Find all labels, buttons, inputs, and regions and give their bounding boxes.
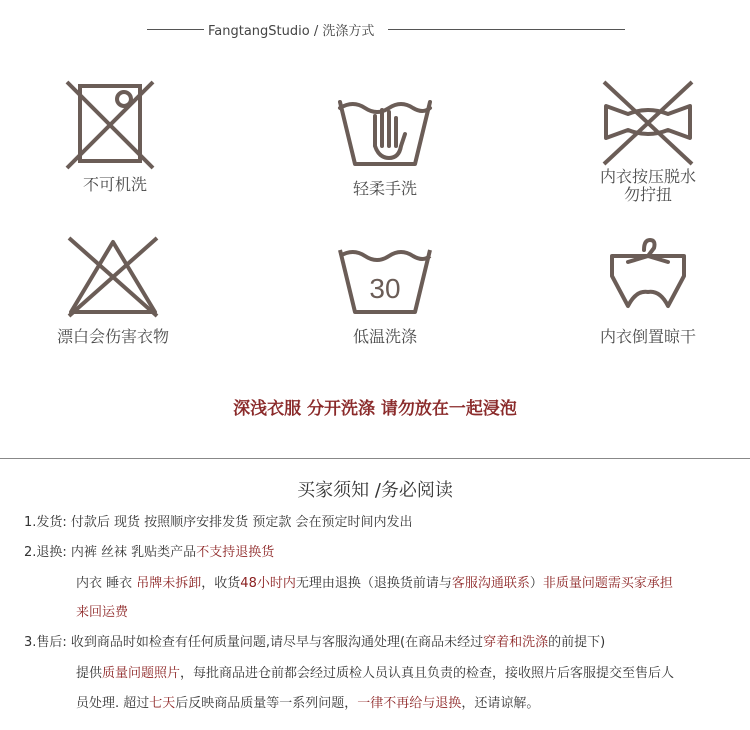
rule-text: 内衣 睡衣 — [76, 576, 137, 591]
rule-text: 无理由退换（退换货前请与 — [295, 576, 452, 591]
rule-text: ，还请谅解。 — [461, 696, 540, 711]
care-label: 低温洗涤 — [352, 327, 417, 346]
no-bleach-icon — [63, 234, 163, 318]
notice-title: 买家须知 /务必阅读 — [297, 480, 453, 501]
care-item-no-bleach — [18, 234, 208, 346]
care-item-wash-30 — [290, 244, 480, 346]
hang-dry-icon — [598, 236, 698, 318]
care-label-line2: 勿拧扭 — [623, 185, 672, 204]
care-item-hang-dry — [553, 236, 743, 346]
rule-highlight: 客服沟通联系 — [451, 576, 530, 591]
wash-30-icon — [335, 244, 435, 316]
rule-text: 3.售后: 收到商品时如检查有任何质量问题,请尽早与客服沟通处理(在商品未经过 — [24, 635, 484, 650]
rule-after-sales-deadline — [76, 696, 539, 712]
care-item-hand-wash — [290, 96, 480, 198]
header-title: FangtangStudio / 洗涤方式 — [208, 24, 375, 39]
rule-returns — [24, 545, 274, 561]
care-item-no-wring — [553, 78, 743, 204]
wash-temperature: 30 — [369, 273, 401, 304]
rule-highlight: 七天 — [149, 696, 176, 711]
rule-highlight: 48小时内 — [240, 576, 296, 591]
rule-text: 的前提下) — [548, 635, 606, 650]
rule-after-sales-photos — [76, 666, 674, 682]
rule-text: ） — [529, 576, 543, 591]
header-line-left — [147, 29, 204, 30]
rule-shipping: 1.发货: 付款后 现货 按照顺序安排发货 预定款 会在预定时间内发出 — [24, 515, 413, 530]
rule-highlight: 不支持退换货 — [196, 545, 275, 560]
rule-text: ，每批商品进仓前都会经过质检人员认真且负责的检查，接收照片后客服提交至售后人 — [180, 666, 675, 681]
section-divider — [0, 458, 750, 459]
rule-highlight: 质量问题照片 — [102, 666, 181, 681]
care-item-no-machine-wash — [20, 80, 210, 194]
rule-highlight: 吊牌未拆卸 — [136, 576, 202, 591]
wash-slogan: 深浅衣服 分开洗涤 请勿放在一起浸泡 — [233, 399, 517, 419]
care-label: 内衣按压脱水 — [599, 167, 696, 186]
rule-highlight: 一律不再给与退换 — [357, 696, 462, 711]
rule-highlight: 穿着和洗涤 — [483, 635, 549, 650]
header-line-right — [388, 29, 625, 30]
care-label: 内衣倒置晾干 — [599, 327, 696, 346]
care-label: 漂白会伤害衣物 — [56, 327, 169, 346]
rule-text: 提供 — [76, 666, 103, 681]
no-wring-icon — [598, 78, 698, 166]
section-header — [0, 20, 750, 40]
hand-wash-icon — [335, 96, 435, 168]
rule-returns-detail — [76, 576, 673, 592]
rule-after-sales — [24, 635, 605, 651]
rule-text: ，收货 — [201, 576, 241, 591]
care-label: 轻柔手洗 — [352, 179, 417, 198]
rule-highlight: 非质量问题需买家承担 — [542, 576, 673, 591]
no-machine-wash-icon — [65, 80, 165, 170]
care-label: 不可机洗 — [82, 175, 147, 194]
rule-text: 2.退换: 内裤 丝袜 乳贴类产品 — [24, 545, 197, 560]
rule-text: 后反映商品质量等一系列问题， — [175, 696, 358, 711]
rule-return-shipping: 来回运费 — [76, 605, 129, 620]
rule-text: 员处理. 超过 — [76, 696, 150, 711]
